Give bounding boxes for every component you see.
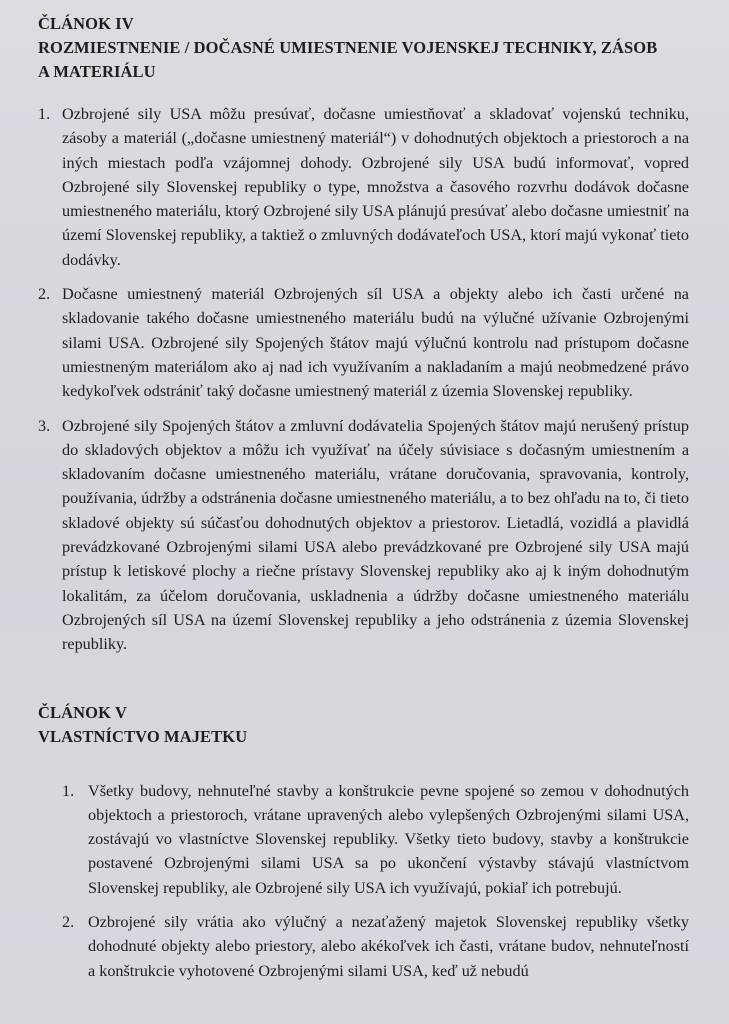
item-number: 2. bbox=[38, 285, 51, 304]
article-5-list bbox=[38, 779, 689, 983]
article-4-title-line-1: ROZMIESTNENIE / DOČASNÉ UMIESTNENIE VOJENSKEJ TECHNIKY, ZÁSOB bbox=[38, 38, 658, 57]
list-item bbox=[62, 910, 689, 983]
item-number: 3. bbox=[38, 416, 51, 435]
item-text: Všetky budovy, nehnuteľné stavby a konštrukcie pevne spojené so zemou v dohodnutých objektoch a priestoroch, vrátane upravených alebo vylepšených Ozbrojenými silami USA, zostávajú vo vlastníctve Slovenskej republiky. Všetky tieto budovy, stavby a konštrukcie postavené Ozbrojenými silami USA sa po ukončení výstavby stávajú vlastníctvom Slovenskej republiky, ale Ozbrojené sily USA ich využívajú, pokiaľ ich potrebujú. bbox=[88, 781, 689, 897]
list-item bbox=[62, 779, 689, 900]
article-5-heading bbox=[38, 701, 689, 749]
item-text: Dočasne umiestnený materiál Ozbrojených síl USA a objekty alebo ich časti určené na skladovanie takého dočasne umiestneného materiálu budú na výlučné užívanie Ozbrojenými silami USA. Ozbrojené sily Spojených štátov majú výlučnú kontrolu nad prístupom dočasne umiestneným materiálom ako aj nad ich využívaním a nakladaním a majú neobmedzené právo kedykoľvek odstrániť taký dočasne umiestnený materiál z územia Slovenskej republiky. bbox=[62, 285, 689, 401]
item-number: 2. bbox=[62, 913, 75, 932]
article-5-number: ČLÁNOK V bbox=[38, 702, 127, 722]
article-4-title-line-2: A MATERIÁLU bbox=[38, 62, 156, 81]
article-5-title: VLASTNÍCTVO MAJETKU bbox=[38, 726, 248, 746]
article-4-list bbox=[38, 102, 689, 657]
list-item bbox=[38, 414, 689, 657]
item-text: Ozbrojené sily vrátia ako výlučný a nezaťažený majetok Slovenskej republiky všetky dohodnuté objekty alebo priestory, alebo akékoľvek ich časti, vrátane budov, nehnuteľností a konštrukcie vyhotovené Ozbrojenými silami USA, keď už nebudú bbox=[88, 913, 689, 980]
list-item bbox=[38, 282, 689, 403]
list-item bbox=[38, 102, 689, 272]
item-text: Ozbrojené sily USA môžu presúvať, dočasne umiestňovať a skladovať vojenskú techniku, zásoby a materiál („dočasne umiestnený materiál“) v dohodnutých objektoch a priestoroch a na iných miestach podľa vzájomnej dohody. Ozbrojené sily USA budú informovať, vopred Ozbrojené sily Slovenskej republiky o type, množstva a časového rozvrhu dodávok dočasne umiestneného materiálu, ktorý Ozbrojené sily USA plánujú presúvať alebo dočasne umiestniť na území Slovenskej republiky, a taktiež o zmluvných dodávateľoch USA, ktorí majú vykonať tieto dodávky. bbox=[62, 105, 690, 269]
item-number: 1. bbox=[38, 105, 51, 123]
item-number: 1. bbox=[62, 781, 75, 800]
item-text: Ozbrojené sily Spojených štátov a zmluvní dodávatelia Spojených štátov majú nerušený prístup do skladových objektov a môžu ich využívať na účely súvisiace s dočasným umiestnením a skladovaním dočasne umiestneného materiálu, vrátane doručovania, spravovania, kontroly, používania, údržby a odstránenia dočasne umiestneného materiálu, a to bez ohľadu na to, či tieto skladové objekty sú súčasťou dohodnutých objektov a priestorov. Lietadlá, vozidlá a plavidlá prevádzkované Ozbrojenými silami USA alebo prevádzkované pre Ozbrojené sily USA majú prístup k letiskové plochy a riečne prístavy Slovenskej republiky ako aj k iným dohodnutým lokalitám, za účelom doručovania, uskladnenia a údržby dočasne umiestneného materiálu Ozbrojených síl USA na území Slovenskej republiky a jeho odstránenia z územia Slovenskej republiky. bbox=[62, 416, 689, 654]
article-4-number: ČLÁNOK IV bbox=[38, 14, 134, 33]
article-4-heading bbox=[38, 12, 689, 84]
